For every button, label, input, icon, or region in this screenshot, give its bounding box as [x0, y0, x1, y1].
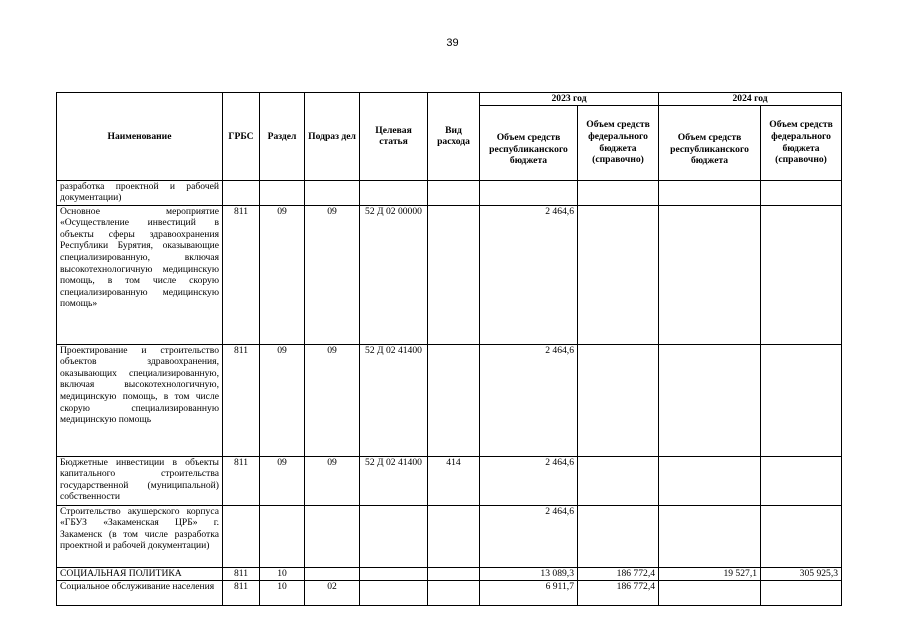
- header-section: Раздел: [260, 93, 305, 181]
- cell-rep-2023: 2 464,6: [480, 456, 578, 505]
- cell-subsection: 09: [305, 344, 360, 456]
- table-row: [57, 567, 842, 580]
- cell-name: Социальное обслуживание населения: [57, 580, 223, 605]
- cell-name: Проектирование и строительство объектов здравоохранения, оказывающих специализированную, включая высокотехнологичную, медицинскую помощь, в том числе скорую специализированную медицинскую помощь: [57, 344, 223, 456]
- cell-rep-2024: [659, 180, 761, 205]
- header-subsection: Подраз дел: [305, 93, 360, 181]
- header-name: Наименование: [57, 93, 223, 181]
- cell-expense-type: [428, 344, 480, 456]
- cell-subsection: [305, 505, 360, 567]
- page-number: 39: [446, 37, 459, 49]
- cell-name: СОЦИАЛЬНАЯ ПОЛИТИКА: [57, 567, 223, 580]
- cell-target: [360, 180, 428, 205]
- cell-subsection: [305, 180, 360, 205]
- cell-grbs: 811: [223, 456, 260, 505]
- cell-target: [360, 505, 428, 567]
- cell-fed-2023: [578, 456, 659, 505]
- cell-rep-2024: [659, 344, 761, 456]
- cell-rep-2024: 19 527,1: [659, 567, 761, 580]
- cell-rep-2024: [659, 580, 761, 605]
- header-federal-2024: Объем средств федерального бюджета (справочно): [761, 105, 842, 180]
- cell-rep-2023: [480, 180, 578, 205]
- table-row: [57, 580, 842, 605]
- cell-fed-2023: 186 772,4: [578, 567, 659, 580]
- cell-rep-2023: 2 464,6: [480, 205, 578, 344]
- cell-rep-2023: 2 464,6: [480, 344, 578, 456]
- cell-target: [360, 580, 428, 605]
- header-federal-2023: Объем средств федерального бюджета (справочно): [578, 105, 659, 180]
- cell-section: 09: [260, 205, 305, 344]
- cell-section: 09: [260, 344, 305, 456]
- cell-subsection: [305, 567, 360, 580]
- cell-target: [360, 567, 428, 580]
- cell-fed-2024: 305 925,3: [761, 567, 842, 580]
- cell-expense-type: [428, 580, 480, 605]
- cell-rep-2024: [659, 205, 761, 344]
- cell-fed-2024: [761, 580, 842, 605]
- cell-target: 52 Д 02 41400: [360, 344, 428, 456]
- cell-section: 10: [260, 567, 305, 580]
- cell-expense-type: [428, 567, 480, 580]
- cell-subsection: 09: [305, 205, 360, 344]
- table-row: [57, 456, 842, 505]
- cell-grbs: 811: [223, 205, 260, 344]
- cell-subsection: 09: [305, 456, 360, 505]
- cell-fed-2024: [761, 180, 842, 205]
- cell-section: 10: [260, 580, 305, 605]
- cell-expense-type: [428, 505, 480, 567]
- cell-grbs: 811: [223, 580, 260, 605]
- budget-table: [56, 92, 842, 606]
- cell-name: Бюджетные инвестиции в объекты капитального строительства государственной (муниципальной) собственности: [57, 456, 223, 505]
- cell-name: Строительство акушерского корпуса «ГБУЗ «Закаменская ЦРБ» г. Закаменск (в том числе разработка проектной и рабочей документации): [57, 505, 223, 567]
- cell-grbs: 811: [223, 567, 260, 580]
- cell-rep-2024: [659, 456, 761, 505]
- cell-section: [260, 505, 305, 567]
- cell-rep-2023: 6 911,7: [480, 580, 578, 605]
- header-expense-type: Вид расхода: [428, 93, 480, 181]
- cell-fed-2024: [761, 344, 842, 456]
- cell-rep-2023: 13 089,3: [480, 567, 578, 580]
- table-header: [57, 93, 842, 181]
- cell-section: [260, 180, 305, 205]
- header-year-2024: 2024 год: [659, 93, 842, 106]
- cell-fed-2024: [761, 505, 842, 567]
- cell-name: разработка проектной и рабочей документации): [57, 180, 223, 205]
- cell-grbs: [223, 505, 260, 567]
- header-year-2023: 2023 год: [480, 93, 659, 106]
- table-row: [57, 344, 842, 456]
- header-target: Целевая статья: [360, 93, 428, 181]
- table-row: [57, 205, 842, 344]
- cell-expense-type: 414: [428, 456, 480, 505]
- table-body: [57, 180, 842, 605]
- cell-fed-2023: 186 772,4: [578, 580, 659, 605]
- cell-expense-type: [428, 180, 480, 205]
- cell-section: 09: [260, 456, 305, 505]
- cell-subsection: 02: [305, 580, 360, 605]
- cell-expense-type: [428, 205, 480, 344]
- cell-fed-2023: [578, 505, 659, 567]
- cell-grbs: [223, 180, 260, 205]
- cell-fed-2024: [761, 205, 842, 344]
- cell-fed-2024: [761, 456, 842, 505]
- header-grbs: ГРБС: [223, 93, 260, 181]
- cell-name: Основное мероприятие «Осуществление инвестиций в объекты сферы здравоохранения Республики Бурятия, оказывающие специализированную, включая высокотехнологичную медицинскую помощь, в том числе скорую специализированную медицинскую помощь»: [57, 205, 223, 344]
- cell-rep-2024: [659, 505, 761, 567]
- cell-fed-2023: [578, 205, 659, 344]
- header-republican-2024: Объем средств республиканского бюджета: [659, 105, 761, 180]
- cell-grbs: 811: [223, 344, 260, 456]
- header-republican-2023: Объем средств республиканского бюджета: [480, 105, 578, 180]
- cell-target: 52 Д 02 00000: [360, 205, 428, 344]
- cell-fed-2023: [578, 344, 659, 456]
- cell-rep-2023: 2 464,6: [480, 505, 578, 567]
- table-row: [57, 505, 842, 567]
- table-row: [57, 180, 842, 205]
- cell-fed-2023: [578, 180, 659, 205]
- cell-target: 52 Д 02 41400: [360, 456, 428, 505]
